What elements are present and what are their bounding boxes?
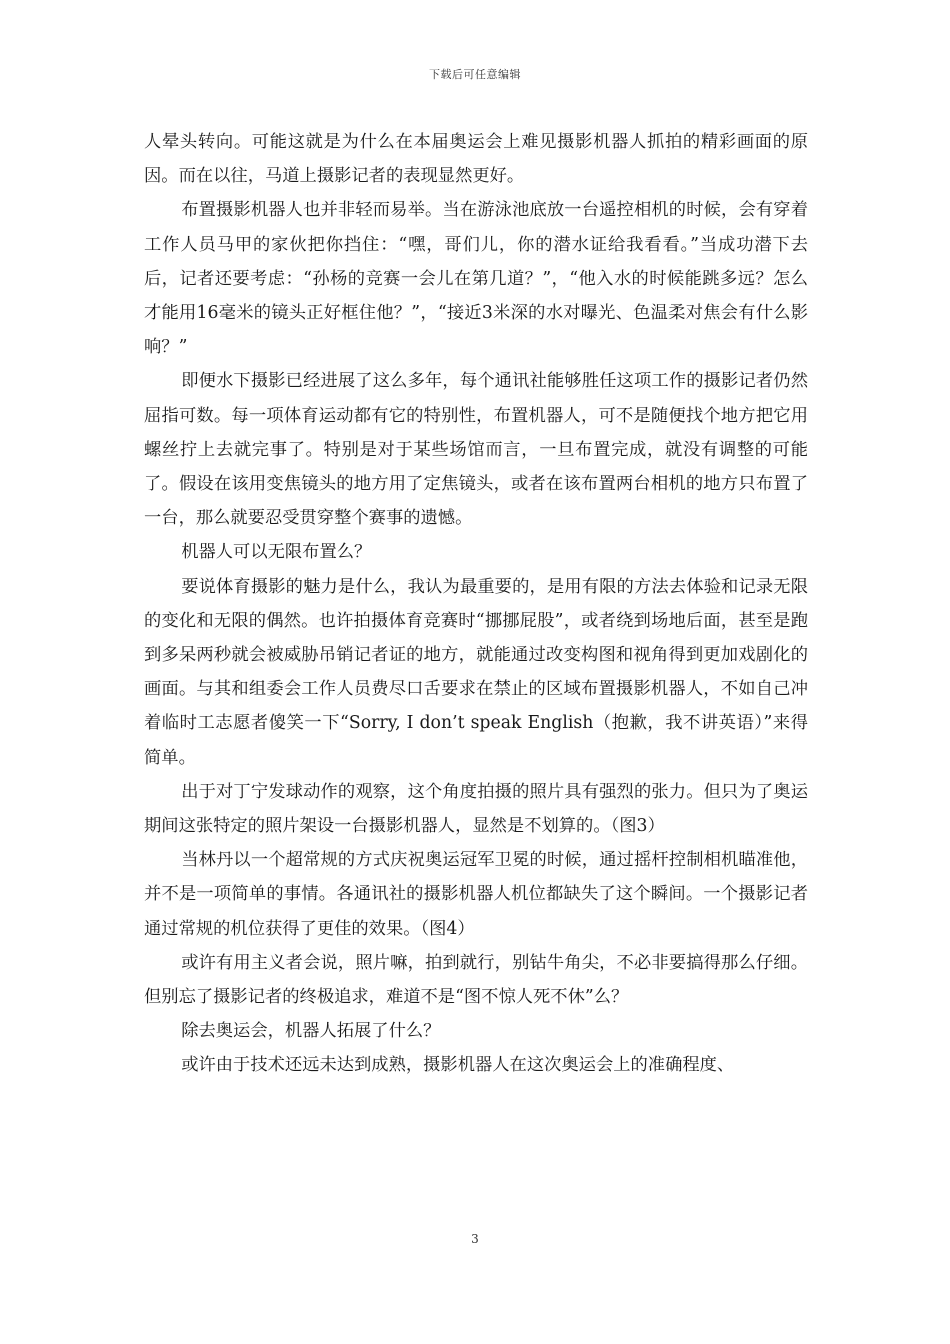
paragraph-5: 出于对丁宁发球动作的观察，这个角度拍摄的照片具有强烈的张力。但只为了奥运期间这张特定的照片架设一台摄影机器人，显然是不划算的。（图3）	[144, 781, 808, 837]
section-question-1: 机器人可以无限布置么？	[181, 542, 372, 563]
paragraph-6: 当林丹以一个超常规的方式庆祝奥运冠军卫冕的时候，通过摇杆控制相机瞄准他，并不是一项简单的事情。各通讯社的摄影机器人机位都缺失了这个瞬间。一个摄影记者通过常规的机位获得了更佳的效果。（图4）	[144, 850, 808, 939]
paragraph-2: 布置摄影机器人也并非轻而易举。当在游泳池底放一台遥控相机的时候，会有穿着工作人员马甲的家伙把你挡住：“嘿，哥们儿，你的潜水证给我看看。”当成功潜下去后，记者还要考虑：“孙杨的竞赛一会儿在第几道？”，“他入水的时候能跳多远？怎么才能用16毫米的镜头正好框住他？”，“接近3米深的水对曝光、色温柔对焦会有什么影响？”	[144, 200, 808, 358]
page-header: 下载后可任意编辑	[429, 68, 521, 81]
paragraph-3: 即便水下摄影已经进展了这么多年，每个通讯社能够胜任这项工作的摄影记者仍然屈指可数。每一项体育运动都有它的特别性，布置机器人，可不是随便找个地方把它用螺丝拧上去就完事了。特别是对于某些场馆而言，一旦布置完成，就没有调整的可能了。假设在该用变焦镜头的地方用了定焦镜头，或者在该布置两台相机的地方只布置了一台，那么就要忍受贯穿整个赛事的遗憾。	[144, 371, 808, 529]
paragraph-4: 要说体育摄影的魅力是什么，我认为最重要的，是用有限的方法去体验和记录无限的变化和无限的偶然。也许拍摄体育竞赛时“挪挪屁股”，或者绕到场地后面，甚至是跑到多呆两秒就会被威胁吊销记者证的地方，就能通过改变构图和视角得到更加戏剧化的画面。与其和组委会工作人员费尽口舌要求在禁止的区域布置摄影机器人，不如自己冲着临时工志愿者傻笑一下“Sorry, I don’t speak English（抱歉，我不讲英语）”来得简单。	[144, 576, 808, 768]
paragraph-8: 或许由于技术还远未达到成熟，摄影机器人在这次奥运会上的准确程度、	[181, 1055, 735, 1076]
section-question-2: 除去奥运会，机器人拓展了什么？	[181, 1021, 441, 1042]
paragraph-1: 人晕头转向。可能这就是为什么在本届奥运会上难见摄影机器人抓拍的精彩画面的原因。而在以往，马道上摄影记者的表现显然更好。	[144, 132, 808, 187]
paragraph-7: 或许有用主义者会说，照片嘛，拍到就行，别钻牛角尖，不必非要搞得那么仔细。但别忘了摄影记者的终极追求，难道不是“图不惊人死不休”么？	[144, 952, 808, 1008]
page-number: 3	[471, 1232, 479, 1246]
document-body	[144, 125, 808, 1083]
